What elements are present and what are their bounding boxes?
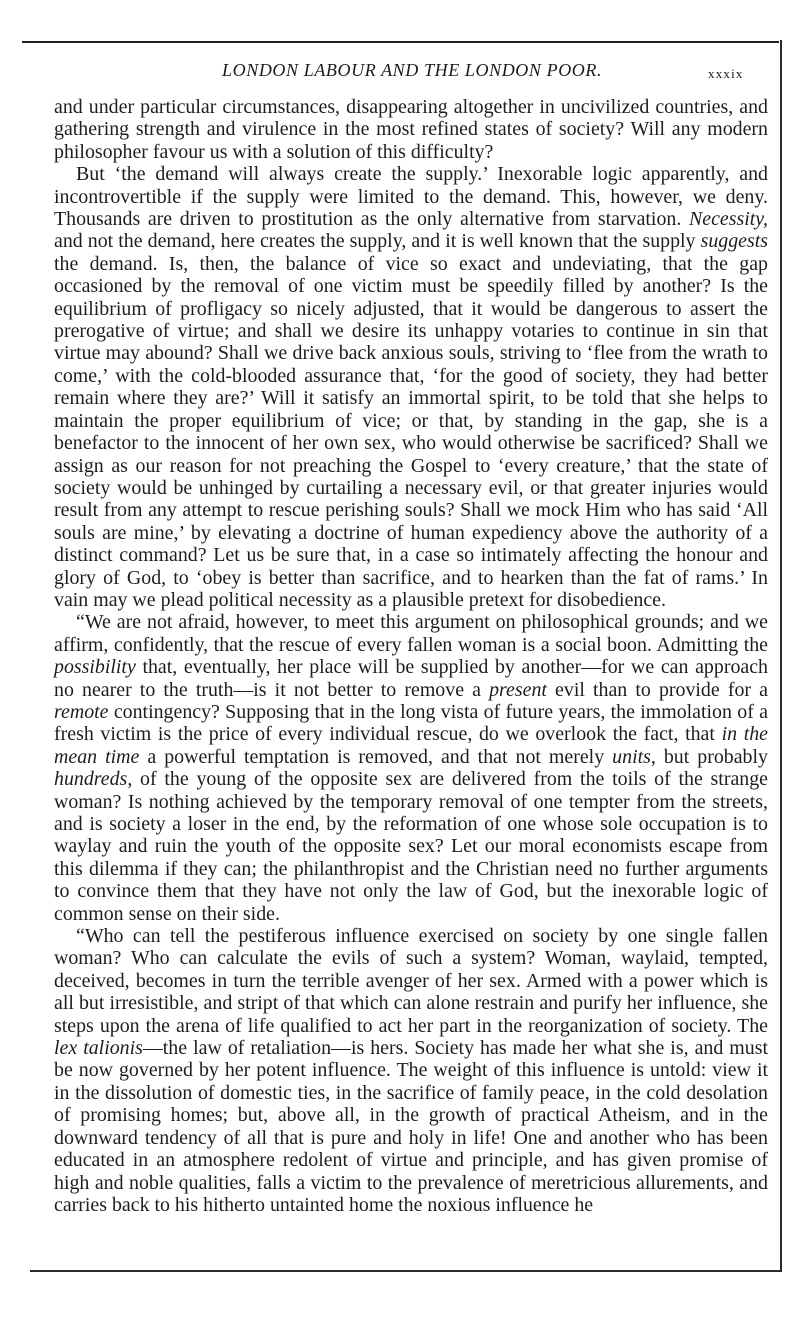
- text-run: , but probably: [650, 745, 768, 768]
- italic-phrase: suggests: [700, 230, 768, 253]
- text-run: and under particular circumstances, disappearing altogether in uncivilized countries, and gathering strength and virulence in the most refined states of society? Will any modern philosopher favour us with a solution of this difficulty?: [54, 96, 768, 163]
- text-run: a powerful temptation is removed, and that not merely: [139, 745, 613, 768]
- italic-phrase: hundreds: [54, 768, 128, 791]
- text-run: But ‘the demand will always create the supply.’ Inexorable logic apparently, and incontrovertible if the supply were limited to the demand. This, however, we deny. Thousands are driven to prostitution as the only alternative from starvation.: [54, 163, 768, 231]
- italic-phrase: lex talionis: [54, 1037, 143, 1060]
- text-run: and not the demand, here creates the supply, and it is well known that the supply: [54, 230, 701, 253]
- italic-phrase: present: [489, 678, 547, 701]
- text-run: the demand. Is, then, the balance of vice so exact and undeviating, that the gap occasioned by the removal of one victim must be speedily filled by another? Is the equilibrium of profligacy so nicely adjusted, that it would be dangerous to assert the prerogative of virtue; and shall we desire its unhappy votaries to continue in sin that virtue may abound? Shall we drive back anxious souls, striving to ‘flee from the wrath to come,’ with the cold-blooded assurance that, ‘for the good of society, they had better remain where they are?’ Will it satisfy an immortal spirit, to be told that she helps to maintain the proper equilibrium of vice; or that, by standing in the gap, she is a benefactor to the innocent of her own sex, who would otherwise be sacrificed? Shall we assign as our reason for not preaching the Gospel to ‘every creature,’ that the state of society would be unhinged by curtailing a necessary evil, or that greater injuries would result from any attempt to rescue perishing souls? Shall we mock Him who has said ‘All souls are mine,’ by elevating a doctrine of human expediency above the authority of a distinct command? Let us be sure that, in a case so intimately affecting the honour and glory of God, to ‘obey is better than sacrifice, and to hearken than the fat of rams.’ In vain may we plead political necessity as a plausible pretext for disobedience.: [54, 252, 768, 611]
- italic-phrase: remote: [54, 700, 109, 723]
- paragraph-3: [54, 611, 768, 925]
- paragraph-2: [54, 163, 768, 611]
- text-run: “We are not afraid, however, to meet this argument on philosophical grounds; and we affirm, confidently, that the rescue of every fallen woman is a social boon. Admitting the: [54, 611, 768, 656]
- bottom-border-line: [30, 1270, 782, 1272]
- right-border-line: [780, 40, 782, 1270]
- page-number: xxxix: [708, 66, 744, 81]
- italic-phrase: possibility: [54, 656, 136, 679]
- italic-phrase: units: [612, 745, 651, 768]
- running-head: LONDON LABOUR AND THE LONDON POOR.: [222, 60, 603, 80]
- paragraph-1: [54, 96, 768, 163]
- text-run: , of the young of the opposite sex are delivered from the toils of the strange woman? Is nothing achieved by the temporary removal of one tempter from the streets, and is society a loser in the end, by the reformation of one whose sole occupation is to waylay and ruin the youth of the opposite sex? Let our moral economists escape from this dilemma if they can; the philanthropist and the Christian need no further arguments to convince them that they have not only the law of God, but the inexorable logic of common sense on their side.: [54, 768, 768, 925]
- text-run: that, eventually, her place will be supplied by another—for we can approach no nearer to the truth—is it not better to remove a: [54, 656, 768, 701]
- italic-phrase: in the mean time: [54, 723, 769, 768]
- top-border-line: [22, 41, 779, 43]
- italic-phrase: Necessity,: [689, 208, 768, 231]
- body-text: [54, 96, 768, 1216]
- text-run: —the law of retaliation—is hers. Society has made her what she is, and must be now governed by her potent influence. The weight of this influence is untold: view it in the dissolution of domestic ties, in the sacrifice of family peace, in the cold desolation of promising homes; but, above all, in the growth of practical Atheism, and in the downward tendency of all that is pure and holy in life! One and another who has been educated in an atmosphere redolent of virtue and principle, and has given promise of high and noble qualities, falls a victim to the prevalence of meretricious allurements, and carries back to his hitherto untainted home the noxious influence he: [54, 1037, 768, 1216]
- text-run: “Who can tell the pestiferous influence exercised on society by one single fallen woman? Who can calculate the evils of such a system? Woman, waylaid, tempted, deceived, becomes in turn the terrible avenger of her sex. Armed with a power which is all but irresistible, and stript of that which can alone restrain and purify her influence, she steps upon the arena of life qualified to act her part in the reorganization of society. The: [54, 925, 768, 1037]
- paragraph-4: [54, 925, 768, 1216]
- text-run: contingency? Supposing that in the long vista of future years, the immolation of a fresh victim is the price of every individual rescue, do we overlook the fact, that: [54, 700, 768, 746]
- text-run: evil than to provide for a: [546, 678, 768, 701]
